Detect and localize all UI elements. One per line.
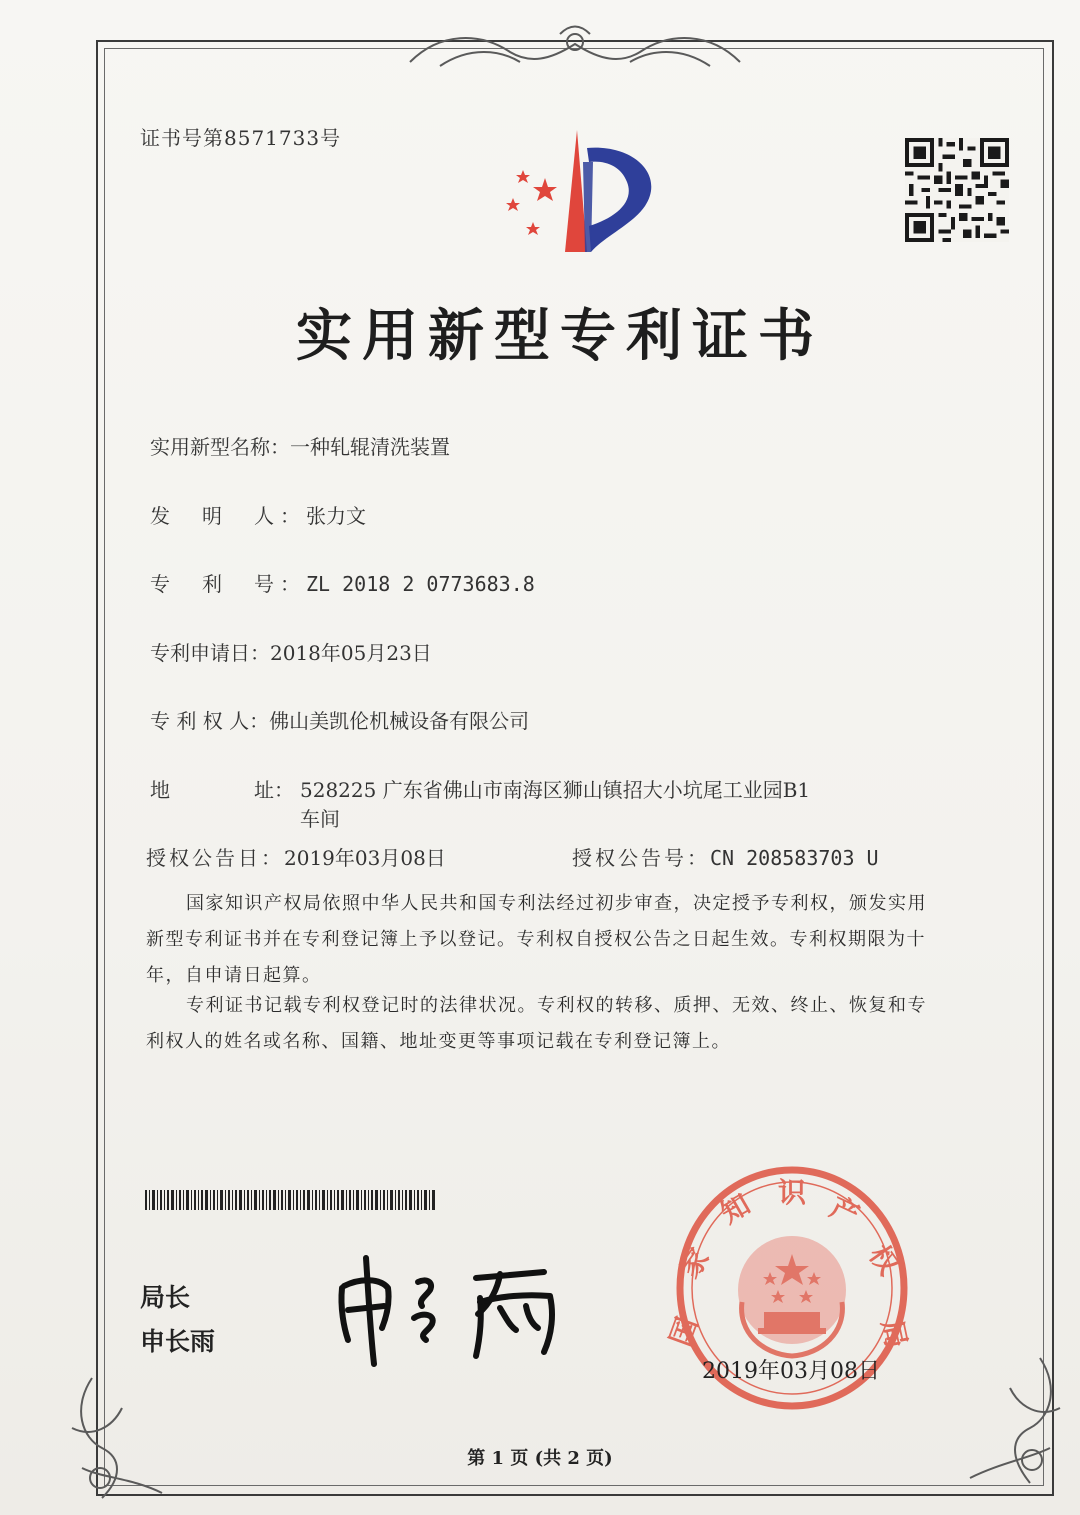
field-address-label-1: 地 bbox=[150, 778, 170, 802]
field-inventor-value: 张力文 bbox=[306, 504, 366, 528]
field-grant-number-value: CN 208583703 U bbox=[710, 846, 879, 870]
seal-char-7: 局 bbox=[875, 1316, 914, 1351]
seal-char-2: 家 bbox=[672, 1242, 716, 1285]
seal-char-6: 权 bbox=[862, 1239, 906, 1281]
field-name-value: 一种轧辊清洗装置 bbox=[290, 435, 450, 459]
field-address-value-line2: 车间 bbox=[300, 807, 340, 831]
director-title: 局长 bbox=[140, 1283, 191, 1312]
field-grant-number bbox=[572, 842, 879, 871]
barcode-icon bbox=[145, 1190, 435, 1210]
field-address-value-line1: 528225 广东省佛山市南海区狮山镇招大小坑尾工业园B1 bbox=[300, 778, 811, 802]
field-inventor-label: 发 明 人： bbox=[150, 504, 306, 528]
field-inventor bbox=[150, 500, 366, 529]
field-patentee bbox=[150, 705, 529, 734]
body-p2-line2: 利权人的姓名或名称、国籍、地址变更等事项记载在专利登记簿上。 bbox=[146, 1031, 731, 1052]
field-patent-number-value: ZL 2018 2 0773683.8 bbox=[306, 572, 535, 596]
field-grant-number-label: 授权公告号： bbox=[572, 846, 710, 870]
body-paragraph-1 bbox=[146, 886, 996, 994]
field-name-label: 实用新型名称： bbox=[150, 435, 290, 459]
seal-char-3: 知 bbox=[715, 1187, 756, 1231]
body-p2-line1: 专利证书记载专利权登记时的法律状况。专利权的转移、质押、无效、终止、恢复和专 bbox=[186, 995, 927, 1016]
field-grant-date-label: 授权公告日： bbox=[146, 846, 284, 870]
top-ornament bbox=[400, 22, 750, 74]
field-grant-date-value: 2019年03月08日 bbox=[284, 846, 446, 870]
page-number: 第 1 页 (共 2 页) bbox=[467, 1448, 613, 1469]
body-paragraph-2 bbox=[146, 988, 996, 1060]
cnipa-logo-icon bbox=[495, 126, 665, 256]
field-patent-number-label: 专 利 号： bbox=[150, 572, 306, 596]
field-address-label-2: 址： bbox=[254, 778, 294, 802]
field-filing-date bbox=[150, 637, 432, 666]
body-p1-line1: 国家知识产权局依照中华人民共和国专利法经过初步审查，决定授予专利权，颁发实用 bbox=[186, 893, 927, 914]
bottom-right-ornament bbox=[960, 1348, 1070, 1498]
field-grant-date bbox=[146, 842, 446, 871]
certificate-title: 实用新型专利证书 bbox=[296, 303, 824, 369]
field-filing-date-label: 专利申请日： bbox=[150, 641, 270, 665]
qr-code-icon bbox=[905, 138, 1009, 242]
body-p1-line2: 新型专利证书并在专利登记簿上予以登记。专利权自授权公告之日起生效。专利权期限为十 bbox=[146, 929, 926, 950]
body-p1-line3: 年，自申请日起算。 bbox=[146, 965, 322, 986]
field-patentee-label: 专 利 权 人： bbox=[150, 709, 270, 733]
field-patent-number bbox=[150, 568, 535, 597]
field-patentee-value: 佛山美凯伦机械设备有限公司 bbox=[269, 709, 530, 733]
seal-date: 2019年03月08日 bbox=[702, 1359, 880, 1384]
seal-char-4: 识 bbox=[778, 1176, 807, 1209]
field-name bbox=[150, 431, 450, 460]
signature-icon bbox=[330, 1248, 570, 1368]
seal-char-1: 国 bbox=[663, 1312, 705, 1351]
seal-char-5: 产 bbox=[825, 1190, 865, 1233]
field-filing-date-value: 2018年05月23日 bbox=[270, 641, 432, 665]
bottom-left-ornament bbox=[62, 1368, 172, 1508]
director-name: 申长雨 bbox=[140, 1327, 216, 1356]
certificate-number: 证书号第8571733号 bbox=[140, 126, 342, 150]
